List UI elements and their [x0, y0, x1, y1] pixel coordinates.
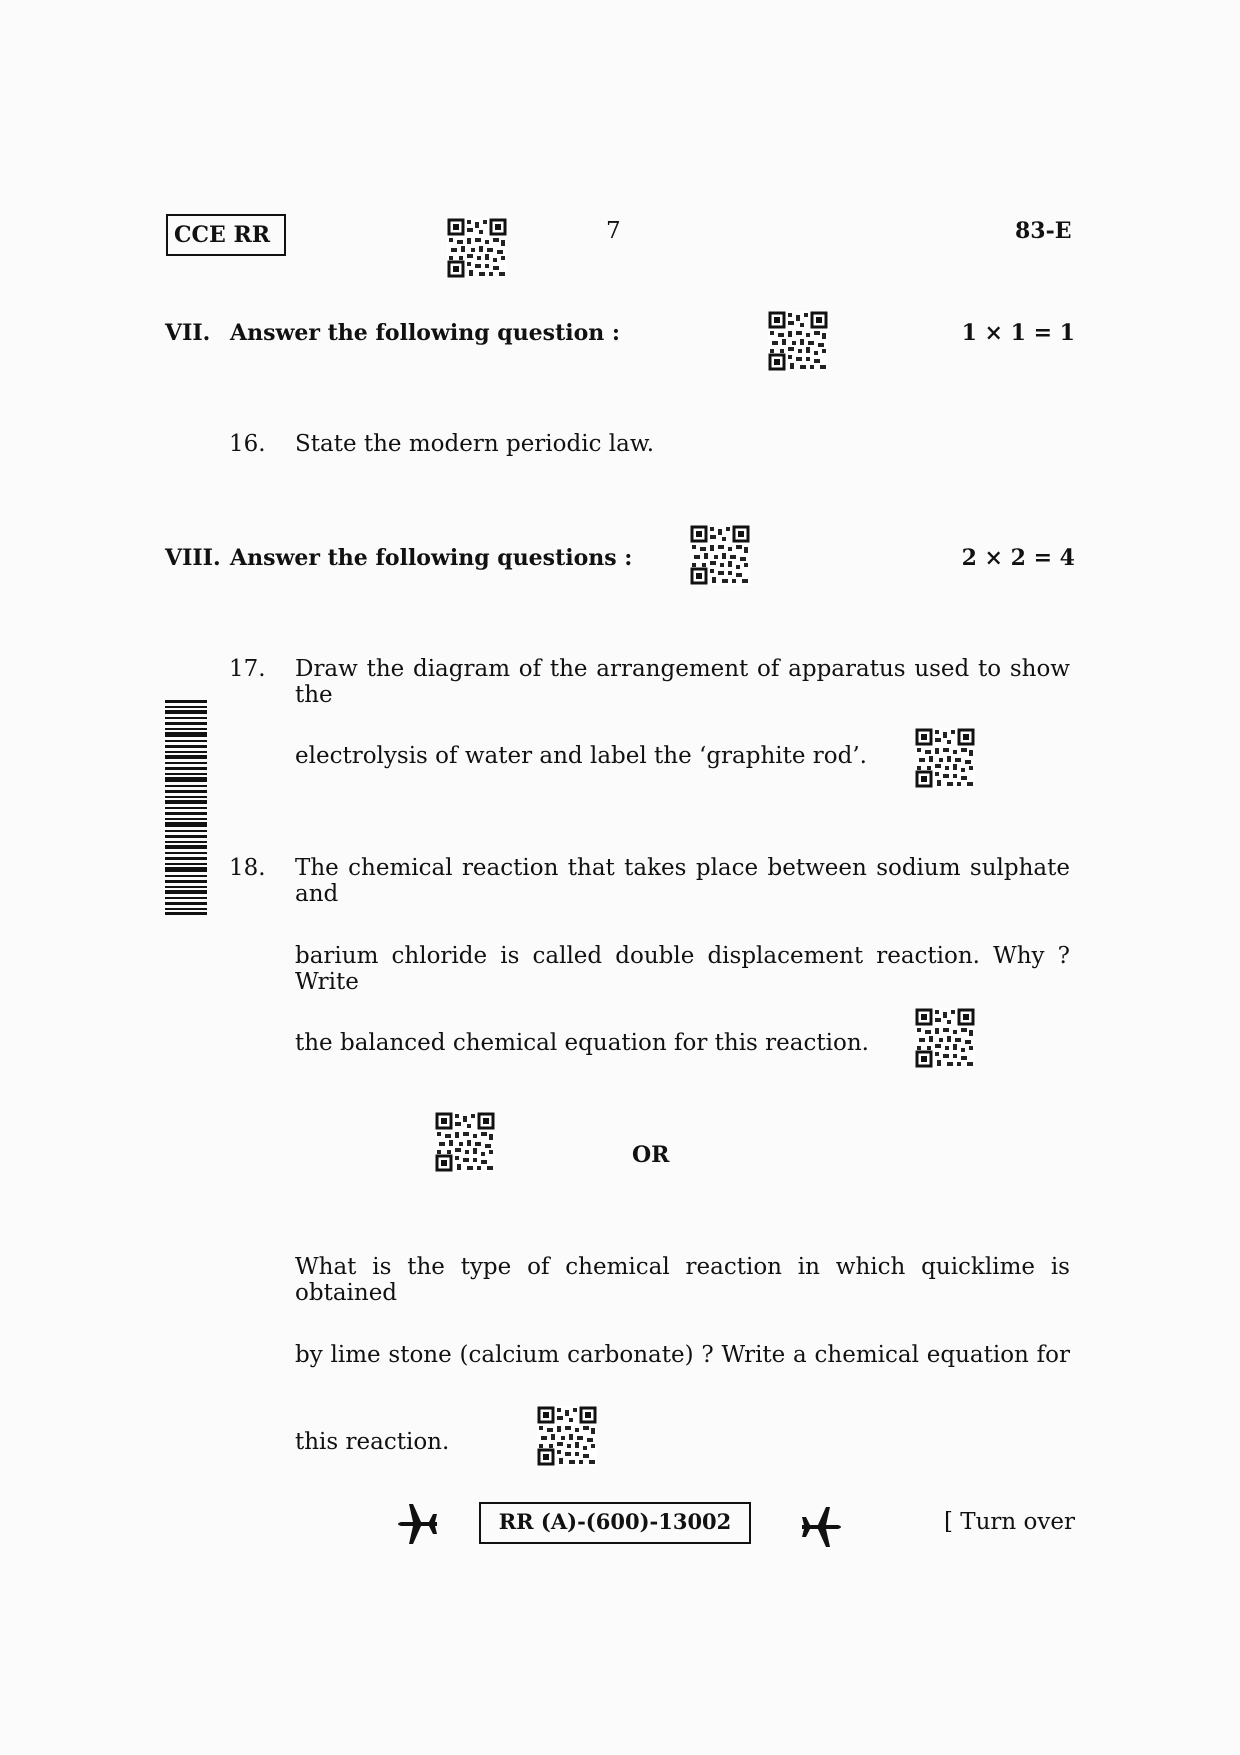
question-number-17: 17. [229, 656, 266, 682]
paper-code: 83-E [1015, 218, 1072, 244]
question-18-alt-line-2: by lime stone (calcium carbonate) ? Write a chemical equation for [295, 1342, 1070, 1368]
or-label: OR [632, 1142, 670, 1168]
qr-code-icon [537, 1406, 597, 1466]
page-number: 7 [606, 218, 621, 244]
qr-code-icon [447, 218, 507, 278]
qr-code-icon [690, 525, 750, 585]
question-18-alt-line-1: What is the type of chemical reaction in which quicklime is obtained [295, 1254, 1070, 1306]
question-18-line-3: the balanced chemical equation for this reaction. [295, 1030, 869, 1056]
question-18-line-1: The chemical reaction that takes place between sodium sulphate and [295, 855, 1070, 907]
qr-code-icon [768, 311, 828, 371]
question-number-18: 18. [229, 855, 266, 881]
qr-code-icon [915, 1008, 975, 1068]
question-17-line-2: electrolysis of water and label the ‘graphite rod’. [295, 743, 867, 769]
barcode-icon [165, 700, 207, 915]
section-title-vii: Answer the following question : [230, 320, 621, 346]
qr-code-icon [915, 728, 975, 788]
section-marks-vii: 1 × 1 = 1 [961, 320, 1075, 346]
section-numeral-viii: VIII. [165, 545, 221, 571]
section-marks-viii: 2 × 2 = 4 [961, 545, 1075, 571]
footer-code-box [479, 1502, 751, 1544]
turn-over-label: [ Turn over [943, 1509, 1075, 1535]
header-code-text: CCE RR [174, 222, 271, 248]
header-code-box [166, 214, 286, 256]
airplane-icon [800, 1505, 844, 1549]
section-numeral-vii: VII. [165, 320, 211, 346]
question-18-line-2: barium chloride is called double displacement reaction. Why ? Write [295, 943, 1070, 995]
footer-code-text: RR (A)-(600)-13002 [498, 1509, 732, 1534]
question-16-line-1: State the modern periodic law. [295, 431, 655, 457]
airplane-icon [395, 1502, 439, 1546]
section-title-viii: Answer the following questions : [230, 545, 633, 571]
qr-code-icon [435, 1112, 495, 1172]
question-17-line-1: Draw the diagram of the arrangement of apparatus used to show the [295, 656, 1070, 708]
question-18-alt-line-3: this reaction. [295, 1429, 450, 1455]
question-number-16: 16. [229, 431, 266, 457]
